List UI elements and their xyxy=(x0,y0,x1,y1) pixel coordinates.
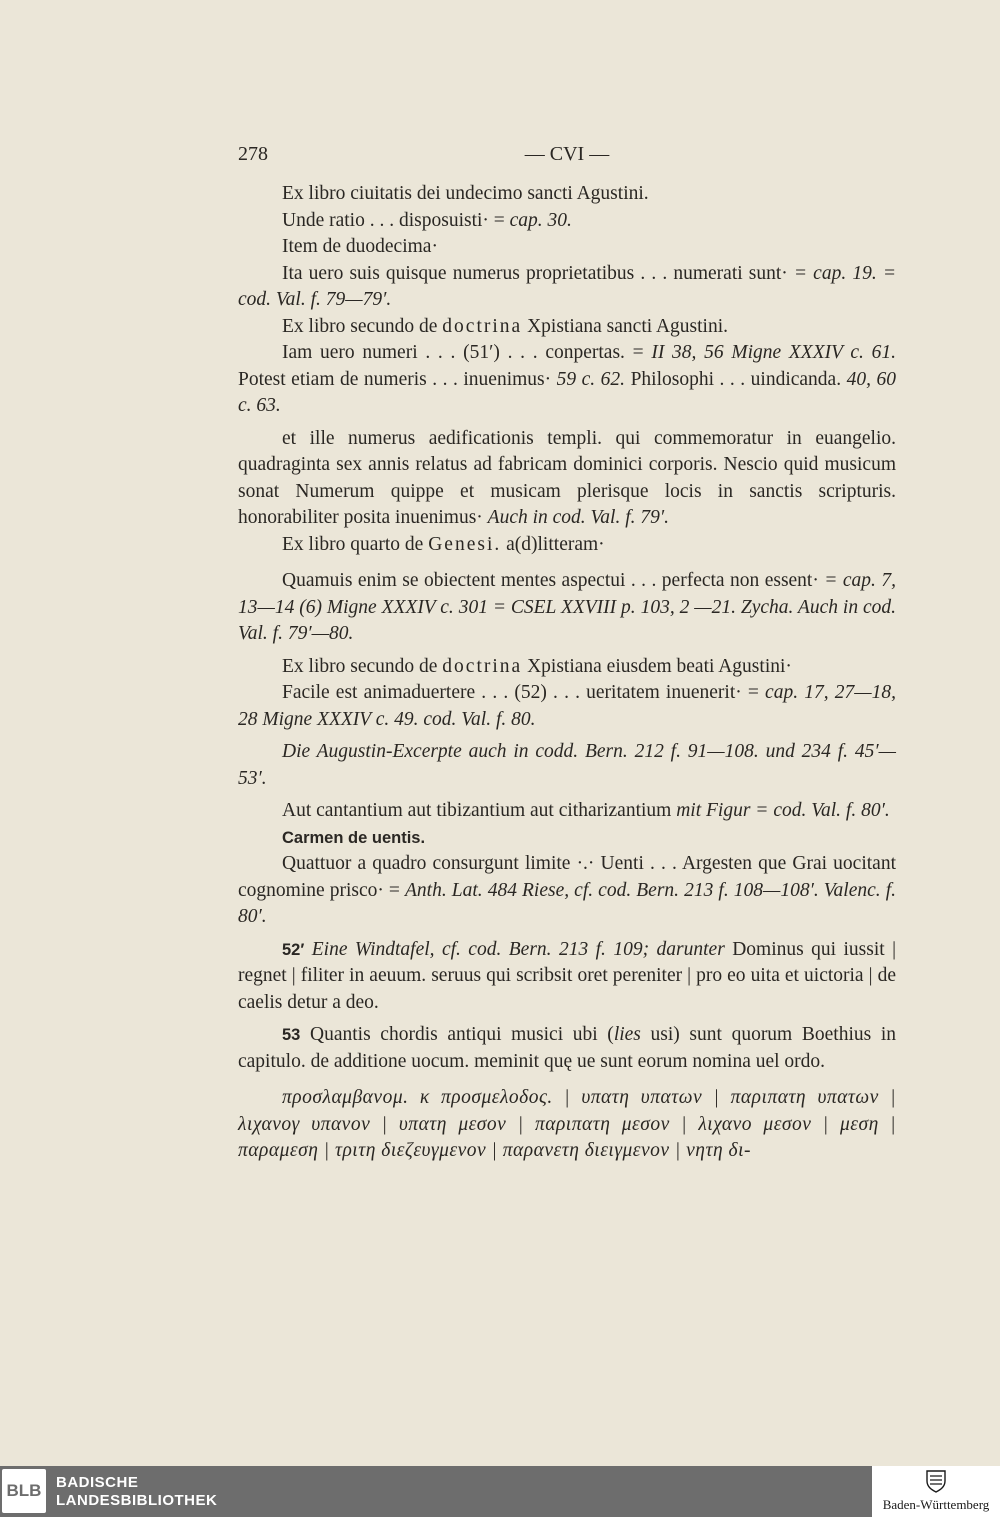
paragraph: 53 Quantis chordis antiqui musici ubi (lies usi) sunt quorum Boethius in capitulo. de additione uocum. meminit quę ue sunt eorum nomina uel ordo. xyxy=(238,1024,897,1072)
state-logo[interactable] xyxy=(872,1466,1000,1517)
paragraph: Aut cantantium aut tibizantium aut citharizantium mit Figur = cod. Val. f. 80′. xyxy=(282,800,890,821)
paragraph: et ille numerus aedificationis templi. qui commemoratur in euangelio. quadraginta sex annis relatus ad fabricam dominici corporis. Nescio quid musicum sonat Numerum quippe et musicam plerisque locis in sanctis scripturis. honorabiliter posita inuenimus· Auch in cod. Val. f. 79′. xyxy=(238,427,896,528)
paragraph: Facile est animaduertere . . . (52) . . . ueritatem inuenerit· = cap. 17, 27—18, 28 Migne XXXIV c. 49. cod. Val. f. 80. xyxy=(238,682,896,730)
paragraph: Ex libro ciuitatis dei undecimo sancti Agustini. xyxy=(282,183,649,204)
page-number: 278 xyxy=(238,143,268,165)
footer-bar xyxy=(0,1466,1000,1517)
greek-paragraph: προσλαμβανομ. κ προσμελοδος. | υπατη υπατων | παριπατη υπατων | λιχανογ υπανον | υπατη μεσον | παριπατη μεσον | λιχανο μεσον | μεση | παραμεση | τριτη διεζευγμενον | παρανετη διειγμενον | νητη δι- xyxy=(238,1087,896,1161)
state-name: Baden-Württemberg xyxy=(882,1497,990,1512)
coat-of-arms-icon xyxy=(925,1469,947,1493)
paragraph: Die Augustin-Excerpte auch in codd. Bern. 212 f. 91—108. und 234 f. 45′—53′. xyxy=(238,741,896,789)
paragraph: Ex libro secundo de doctrina Xpistiana eiusdem beati Agustini· xyxy=(282,655,792,677)
paragraph: Ex libro quarto de Genesi. a(d)litteram· xyxy=(282,533,605,555)
page-header xyxy=(238,143,896,171)
paragraph: Quamuis enim se obiectent mentes aspectui . . . perfecta non essent· = cap. 7, 13—14 (6) Migne XXXIV c. 301 = CSEL XXVIII p. 103, 2 —21. Zycha. Auch in cod. Val. f. 79′—80. xyxy=(238,570,896,644)
running-head: — CVI — xyxy=(524,143,610,165)
page-body xyxy=(238,181,896,1165)
paragraph: 52′ Eine Windtafel, cf. cod. Bern. 213 f. 109; darunter Dominus qui iussit | regnet | filiter in aeuum. seruus qui scribsit oret pereniter | pro eo uita et uictoria | de caelis detur a deo. xyxy=(238,938,896,1013)
paragraph: Iam uero numeri . . . (51′) . . . conpertas. = II 38, 56 Migne XXXIV c. 61. Potest etiam de numeris . . . inuenimus· 59 c. 62. Philosophi . . . uindicanda. 40, 60 c. 63. xyxy=(238,342,896,416)
paragraph: Unde ratio . . . disposuisti· = cap. 30. xyxy=(282,209,572,231)
paragraph: Item de duodecima· xyxy=(282,236,438,257)
section-heading: Carmen de uentis. xyxy=(282,828,426,847)
library-name: BADISCHE LANDESBIBLIOTHEK xyxy=(56,1474,218,1509)
paragraph: Ex libro secundo de doctrina Xpistiana sancti Agustini. xyxy=(282,315,729,337)
blb-logo[interactable]: BLB xyxy=(2,1469,46,1513)
paragraph: Quattuor a quadro consurgunt limite ·.· Uenti . . . Argesten que Grai uocitant cognomine prisco· = Anth. Lat. 484 Riese, cf. cod. Bern. 213 f. 108—108′. Valenc. f. 80′. xyxy=(238,853,897,927)
paragraph: Ita uero suis quisque numerus proprietatibus . . . numerati sunt· = cap. 19. = cod. Val. f. 79—79′. xyxy=(238,262,896,310)
